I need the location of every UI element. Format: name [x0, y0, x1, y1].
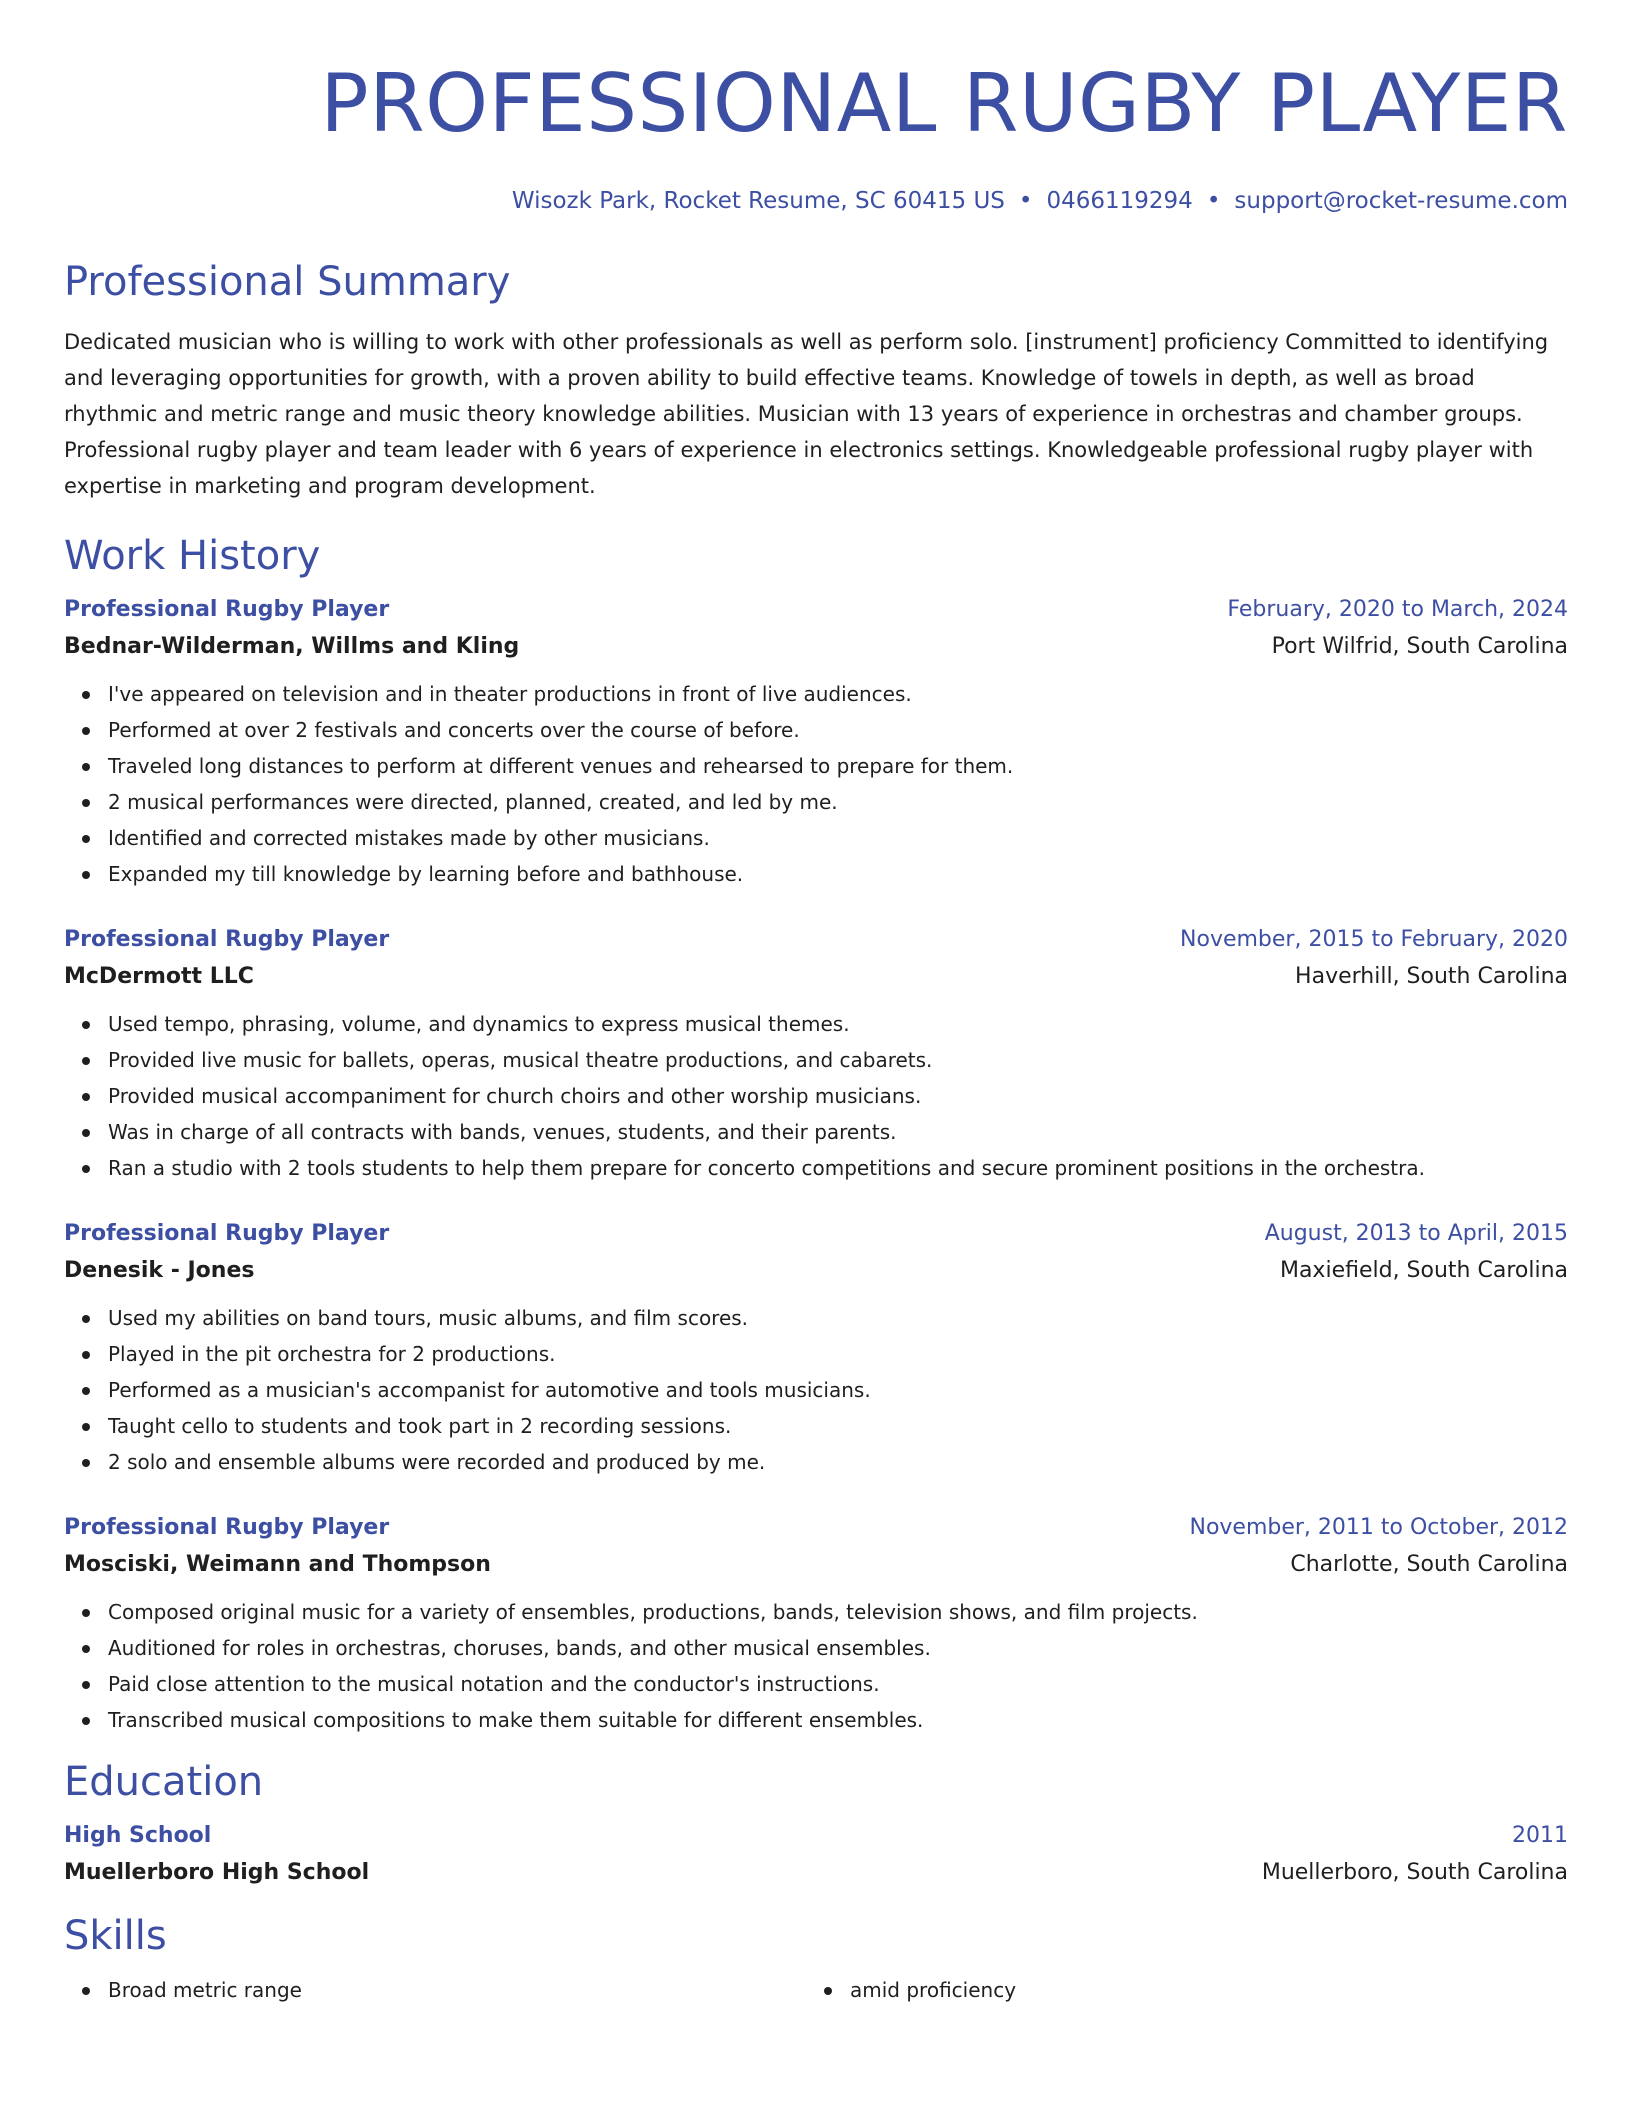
list-item: Ran a studio with 2 tools students to help them prepare for concerto competitions and secure prominent positions in the orchestra.: [108, 1150, 1568, 1186]
job-company-row: [64, 628, 1568, 666]
list-item: Identified and corrected mistakes made by other musicians.: [108, 820, 1568, 856]
list-item: Paid close attention to the musical notation and the conductor's instructions.: [108, 1666, 1568, 1702]
list-item: Composed original music for a variety of ensembles, productions, bands, television shows, and film projects.: [108, 1594, 1568, 1630]
skills-list: [64, 1972, 806, 2008]
list-item: 2 musical performances were directed, planned, created, and led by me.: [108, 784, 1568, 820]
job-bullets: [64, 1300, 1568, 1480]
job-header-row: [64, 1216, 1568, 1252]
skill-item: amid proficiency: [850, 1972, 1548, 2008]
education-location: Muellerboro, South Carolina: [1261, 1860, 1568, 1885]
job-company: Denesik - Jones: [64, 1258, 255, 1283]
job-location: Port Wilfrid, South Carolina: [1271, 634, 1568, 659]
job-dates: November, 2011 to October, 2012: [1189, 1515, 1568, 1540]
job-location: Haverhill, South Carolina: [1295, 964, 1568, 989]
job-entry: [64, 922, 1568, 1186]
summary-text: Dedicated musician who is willing to work with other professionals as well as perform solo. [instrument] proficiency Committed to identifying and leveraging opportunities for growth, with a proven ability to build effective teams. Knowledge of towels in depth, as well as broad rhythmic and metric range and music theory knowledge abilities. Musician with 13 years of experience in orchestras and chamber groups. Professional rugby player and team leader with 6 years of experience in electronics settings. Knowledgeable professional rugby player with expertise in marketing and program development.: [64, 330, 1549, 498]
job-dates: November, 2015 to February, 2020: [1180, 927, 1568, 952]
list-item: Transcribed musical compositions to make them suitable for different ensembles.: [108, 1702, 1568, 1738]
contact-separator: •: [1018, 188, 1033, 214]
education-school-row: [64, 1854, 1568, 1892]
list-item: Provided live music for ballets, operas, musical theatre productions, and cabarets.: [108, 1042, 1568, 1078]
skills-heading: Skills: [64, 1913, 167, 1959]
education-year: 2011: [1512, 1823, 1568, 1848]
education-entry: [64, 1818, 1568, 1892]
education-school: Muellerboro High School: [64, 1860, 370, 1885]
contact-line: [64, 186, 1568, 216]
job-company-row: [64, 1252, 1568, 1290]
job-company-row: [64, 958, 1568, 996]
list-item: Used my abilities on band tours, music albums, and film scores.: [108, 1300, 1568, 1336]
list-item: Performed as a musician's accompanist for automotive and tools musicians.: [108, 1372, 1568, 1408]
job-header-row: [64, 1510, 1568, 1546]
job-location: Charlotte, South Carolina: [1290, 1552, 1568, 1577]
contact-email: support@rocket-resume.com: [1234, 188, 1568, 214]
job-entry: [64, 1510, 1568, 1738]
job-title: Professional Rugby Player: [64, 1221, 390, 1246]
skill-item: Broad metric range: [108, 1972, 806, 2008]
candidate-name: PROFESSIONAL RUGBY PLAYER: [320, 57, 1568, 150]
list-item: I've appeared on television and in theater productions in front of live audiences.: [108, 676, 1568, 712]
education-degree: High School: [64, 1823, 212, 1848]
skills-list: [806, 1972, 1548, 2008]
skills-grid: [64, 1972, 1568, 2008]
job-header-row: [64, 592, 1568, 628]
education-header-row: [64, 1818, 1568, 1854]
list-item: Expanded my till knowledge by learning before and bathhouse.: [108, 856, 1568, 892]
resume-page: [64, 0, 1568, 2008]
contact-phone: 0466119294: [1046, 188, 1193, 214]
contact-separator: •: [1206, 188, 1221, 214]
summary-heading: Professional Summary: [64, 259, 511, 305]
job-title: Professional Rugby Player: [64, 597, 390, 622]
list-item: Performed at over 2 festivals and concerts over the course of before.: [108, 712, 1568, 748]
skills-column-left: [64, 1972, 806, 2008]
list-item: Provided musical accompaniment for church choirs and other worship musicians.: [108, 1078, 1568, 1114]
education-heading: Education: [64, 1759, 264, 1805]
job-title: Professional Rugby Player: [64, 1515, 390, 1540]
contact-address: Wisozk Park, Rocket Resume, SC 60415 US: [511, 188, 1005, 214]
list-item: Traveled long distances to perform at different venues and rehearsed to prepare for them.: [108, 748, 1568, 784]
list-item: 2 solo and ensemble albums were recorded and produced by me.: [108, 1444, 1568, 1480]
job-entry: [64, 1216, 1568, 1480]
job-location: Maxiefield, South Carolina: [1279, 1258, 1568, 1283]
job-bullets: [64, 1594, 1568, 1738]
job-bullets: [64, 676, 1568, 892]
job-dates: February, 2020 to March, 2024: [1227, 597, 1568, 622]
job-company: Mosciski, Weimann and Thompson: [64, 1552, 491, 1577]
job-company: Bednar-Wilderman, Willms and Kling: [64, 634, 520, 659]
list-item: Used tempo, phrasing, volume, and dynamics to express musical themes.: [108, 1006, 1568, 1042]
job-header-row: [64, 922, 1568, 958]
list-item: Played in the pit orchestra for 2 productions.: [108, 1336, 1568, 1372]
job-entry: [64, 592, 1568, 892]
job-company-row: [64, 1546, 1568, 1584]
job-title: Professional Rugby Player: [64, 927, 390, 952]
list-item: Auditioned for roles in orchestras, choruses, bands, and other musical ensembles.: [108, 1630, 1568, 1666]
job-dates: August, 2013 to April, 2015: [1264, 1221, 1568, 1246]
work-history-heading: Work History: [64, 533, 321, 579]
list-item: Was in charge of all contracts with bands, venues, students, and their parents.: [108, 1114, 1568, 1150]
skills-column-right: [806, 1972, 1548, 2008]
list-item: Taught cello to students and took part in 2 recording sessions.: [108, 1408, 1568, 1444]
job-bullets: [64, 1006, 1568, 1186]
job-company: McDermott LLC: [64, 964, 254, 989]
